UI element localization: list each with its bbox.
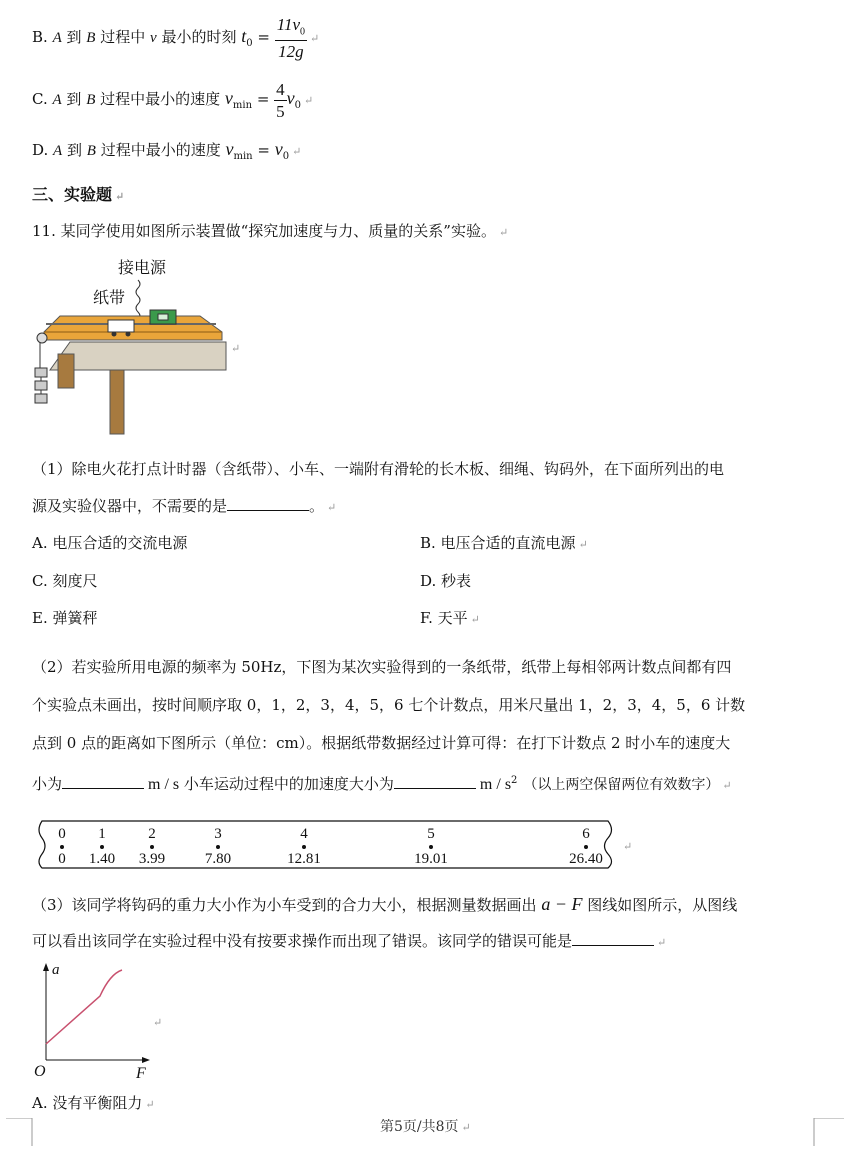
sub-0: 0 (246, 38, 253, 49)
return-mark-icon: ↵ (722, 779, 732, 792)
timer-window (158, 314, 168, 320)
tape-label: 2 (148, 826, 156, 842)
q11-stem-text: 11. 某同学使用如图所示装置做“探究加速度与力、质量的关系”实验。 (32, 222, 496, 240)
answer-blank-2[interactable] (62, 774, 144, 789)
tape-label: 4 (300, 826, 308, 842)
cart-wheel (126, 332, 131, 337)
option-d-to: 到 (62, 141, 87, 159)
tape-dot (150, 845, 154, 849)
unit-ms: m / s (148, 776, 180, 793)
y-axis-arrow (43, 963, 49, 971)
corner-mark-right (810, 1118, 846, 1148)
part3-line1-text: （3）该同学将钩码的重力大小作为小车受到的合力大小，根据测量数据画出 (32, 896, 542, 914)
return-mark-icon: ↵ (153, 1016, 163, 1029)
option-b-text2: 最小的时刻 (156, 28, 242, 46)
option-d (32, 136, 301, 170)
tape-distance: 26.40 (569, 851, 603, 867)
tape-label: 1 (98, 826, 106, 842)
corner-mark-left (4, 1118, 40, 1148)
section-title: 三、实验题 (32, 185, 113, 204)
return-mark-icon: ↵ (498, 226, 509, 239)
answer-blank-3[interactable] (394, 774, 476, 789)
table-leg-left (58, 354, 74, 388)
tape-point-3 (198, 826, 238, 868)
q11-3-choice-a-text: A. 没有平衡阻力 (32, 1094, 143, 1112)
sub-min: min (232, 100, 253, 111)
x-axis-arrow (142, 1057, 150, 1063)
equals: = (252, 90, 275, 108)
return-mark-icon: ↵ (304, 94, 314, 107)
hook-weight (35, 381, 47, 390)
choice-f (420, 607, 480, 628)
choice-b (420, 532, 588, 553)
choice-e: E. 弹簧秤 (32, 609, 98, 627)
var-v: v (274, 139, 283, 159)
tape-point-4 (279, 826, 329, 868)
return-mark-icon: ↵ (470, 613, 480, 626)
choice-a: A. 电压合适的交流电源 (32, 534, 188, 552)
y-axis-label: a (52, 962, 60, 978)
point-b: B (86, 143, 96, 159)
a-f-curve (46, 970, 122, 1044)
tape-point-6 (561, 826, 611, 868)
return-mark-icon: ↵ (461, 1121, 471, 1134)
sub-0: 0 (300, 26, 306, 38)
option-d-prefix: D. (32, 141, 54, 159)
option-c-to: 到 (61, 90, 87, 108)
tape-distance: 1.40 (88, 851, 116, 867)
part1-line2 (32, 495, 336, 516)
option-b-prefix: B. (32, 28, 53, 46)
hook-weight (35, 368, 47, 377)
part3-line1-text2: 图线如图所示，从图线 (582, 896, 738, 914)
var-v: v (224, 88, 233, 108)
part2-note: （以上两空保留两位有效数字） (523, 777, 720, 793)
a-f-symbol: a − F (541, 894, 583, 914)
option-d-text: 过程中最小的速度 (95, 141, 226, 159)
part3-line2-text: 可以看出该同学在实验过程中没有按要求操作而出现了错误。该同学的错误可能是 (32, 932, 573, 950)
part2-line3: 点到 0 点的距离如下图所示（单位：cm）。根据纸带数据经过计算可得：在打下计数点 2 时小车的速度大 (32, 734, 731, 752)
fraction-b (275, 16, 307, 59)
return-mark-icon: ↵ (578, 538, 588, 551)
label-power: 接电源 (118, 258, 167, 277)
option-c-prefix: C. (32, 90, 53, 108)
part3-line1 (32, 894, 737, 915)
fraction-numerator: 4 (276, 79, 285, 99)
tape-distance: 0 (58, 851, 66, 867)
x-axis-label: F (136, 1065, 146, 1082)
point-b: B (86, 30, 96, 46)
fraction-denominator: 5 (276, 101, 285, 121)
q11-stem (32, 220, 508, 241)
return-mark-icon: ↵ (327, 501, 337, 514)
pulley (37, 333, 47, 343)
return-mark-icon: ↵ (115, 190, 125, 203)
tape-point-2 (132, 826, 172, 868)
section-heading (32, 182, 124, 205)
part2-line4 (32, 773, 732, 794)
option-c (32, 76, 313, 128)
label-tape: 纸带 (93, 288, 126, 307)
table-leg-right (110, 370, 124, 434)
choice-d: D. 秒表 (420, 572, 472, 590)
tape-point-5 (406, 826, 456, 868)
choice-c: C. 刻度尺 (32, 572, 98, 590)
unit-ms2: m / s (479, 776, 512, 793)
answer-blank-1[interactable] (227, 496, 309, 511)
choice-b-text: B. 电压合适的直流电源 (420, 534, 576, 552)
var-v: v (286, 88, 295, 108)
power-cord (136, 280, 140, 320)
return-mark-icon: ↵ (657, 936, 667, 949)
sub-0: 0 (282, 151, 290, 162)
tape-dot (429, 845, 433, 849)
part2-line1: （2）若实验所用电源的频率为 50Hz，下图为某次实验得到的一条纸带，纸带上每相邻两计数点间都有四 (32, 658, 732, 676)
tape-point-1 (82, 826, 122, 868)
fraction-denominator: 12g (278, 41, 304, 61)
option-c-text: 过程中最小的速度 (95, 90, 225, 108)
fraction-c (274, 81, 287, 120)
sup-2: 2 (511, 775, 518, 786)
var-v: v (150, 30, 157, 46)
paper-tape-figure (34, 818, 618, 870)
part2-line4-text: 小为 (32, 775, 63, 793)
tape-dot (100, 845, 104, 849)
option-b-to: 到 (61, 28, 87, 46)
return-mark-icon: ↵ (231, 342, 241, 355)
period: 。 (309, 497, 325, 515)
return-mark-icon: ↵ (623, 840, 633, 853)
point-b: B (86, 92, 96, 108)
origin-label: O (34, 1063, 46, 1080)
equals: = (252, 141, 275, 159)
fraction-numerator: 11v (276, 15, 301, 35)
tape-label: 6 (582, 826, 590, 842)
return-mark-icon: ↵ (292, 145, 302, 158)
sub-min: min (233, 151, 253, 162)
equals: = (252, 28, 275, 46)
var-v: v (225, 139, 234, 159)
apparatus-figure (30, 254, 245, 436)
hook-weight (35, 394, 47, 403)
part1-line2-text: 源及实验仪器中，不需要的是 (32, 497, 228, 515)
part2-line2: 个实验点未画出，按时间顺序取 0，1，2，3，4，5，6 七个计数点，用米尺量出 1，2，3，4，5，6 计数 (32, 696, 746, 714)
a-f-graph (30, 958, 163, 1082)
tape-dot (584, 845, 588, 849)
page-number: 第5页/共8页 (380, 1119, 459, 1135)
tape-distance: 19.01 (414, 851, 448, 867)
option-b (32, 14, 319, 66)
tape-point-0 (52, 826, 72, 868)
tape-distance: 3.99 (138, 851, 166, 867)
tape-distance: 12.81 (287, 851, 321, 867)
tape-dot (302, 845, 306, 849)
part2-line4-text2: 小车运动过程中的加速度大小为 (179, 775, 394, 793)
tape-label: 5 (427, 826, 435, 842)
cart (108, 320, 134, 332)
page-footer (380, 1116, 471, 1136)
return-mark-icon: ↵ (145, 1098, 155, 1111)
option-b-text: 过程中 (95, 28, 150, 46)
return-mark-icon: ↵ (310, 32, 320, 45)
tape-label: 3 (214, 826, 222, 842)
table-top (50, 342, 226, 370)
tape-label: 0 (58, 826, 66, 842)
choice-f-text: F. 天平 (420, 609, 468, 627)
sub-0: 0 (294, 100, 302, 111)
point-a: A (52, 92, 62, 108)
cart-wheel (112, 332, 117, 337)
part3-line2 (32, 930, 666, 951)
tape-dot (216, 845, 220, 849)
point-a: A (52, 30, 62, 46)
answer-blank-4[interactable] (572, 931, 654, 946)
tape-distance: 7.80 (204, 851, 232, 867)
q11-3-choice-a (32, 1092, 155, 1113)
part1-line1: （1）除电火花打点计时器（含纸带）、小车、一端附有滑轮的长木板、细绳、钩码外，在下面所列出的电 (32, 460, 725, 478)
point-a: A (53, 143, 63, 159)
var-t: t (241, 26, 247, 46)
tape-dot (60, 845, 64, 849)
